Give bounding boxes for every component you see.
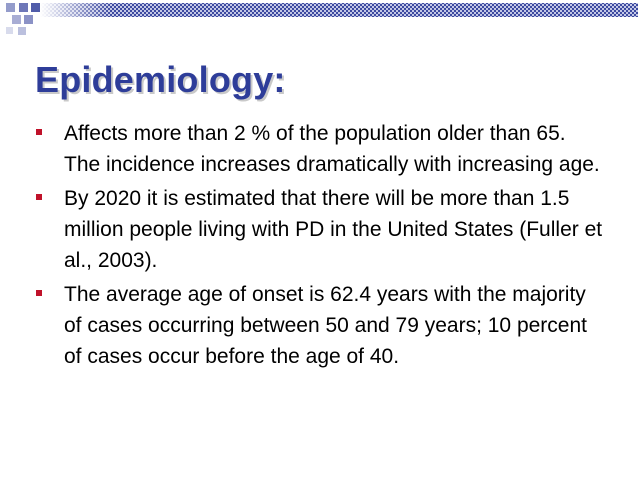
decorative-header-band	[0, 0, 638, 44]
bullet-item	[36, 183, 606, 276]
checkered-band-graphic	[0, 0, 638, 44]
bullet-text: By 2020 it is estimated that there will be more than 1.5 million people living with PD in the United States (Fuller et al., 2003).	[64, 187, 603, 272]
bullet-text: The average age of onset is 62.4 years with the majority of cases occurring between 50 and 79 years; 10 percent of cases occur before the age of 40.	[64, 283, 587, 368]
bullet-list	[36, 118, 606, 375]
bullet-item	[36, 118, 606, 180]
bullet-text: Affects more than 2 % of the population older than 65. The incidence increases dramatically with increasing age.	[64, 122, 600, 176]
square-bullet-icon	[36, 194, 42, 200]
square-bullet-icon	[36, 129, 42, 135]
slide-title: Epidemiology:	[35, 59, 286, 100]
square-bullet-icon	[36, 290, 42, 296]
bullet-item	[36, 279, 606, 372]
